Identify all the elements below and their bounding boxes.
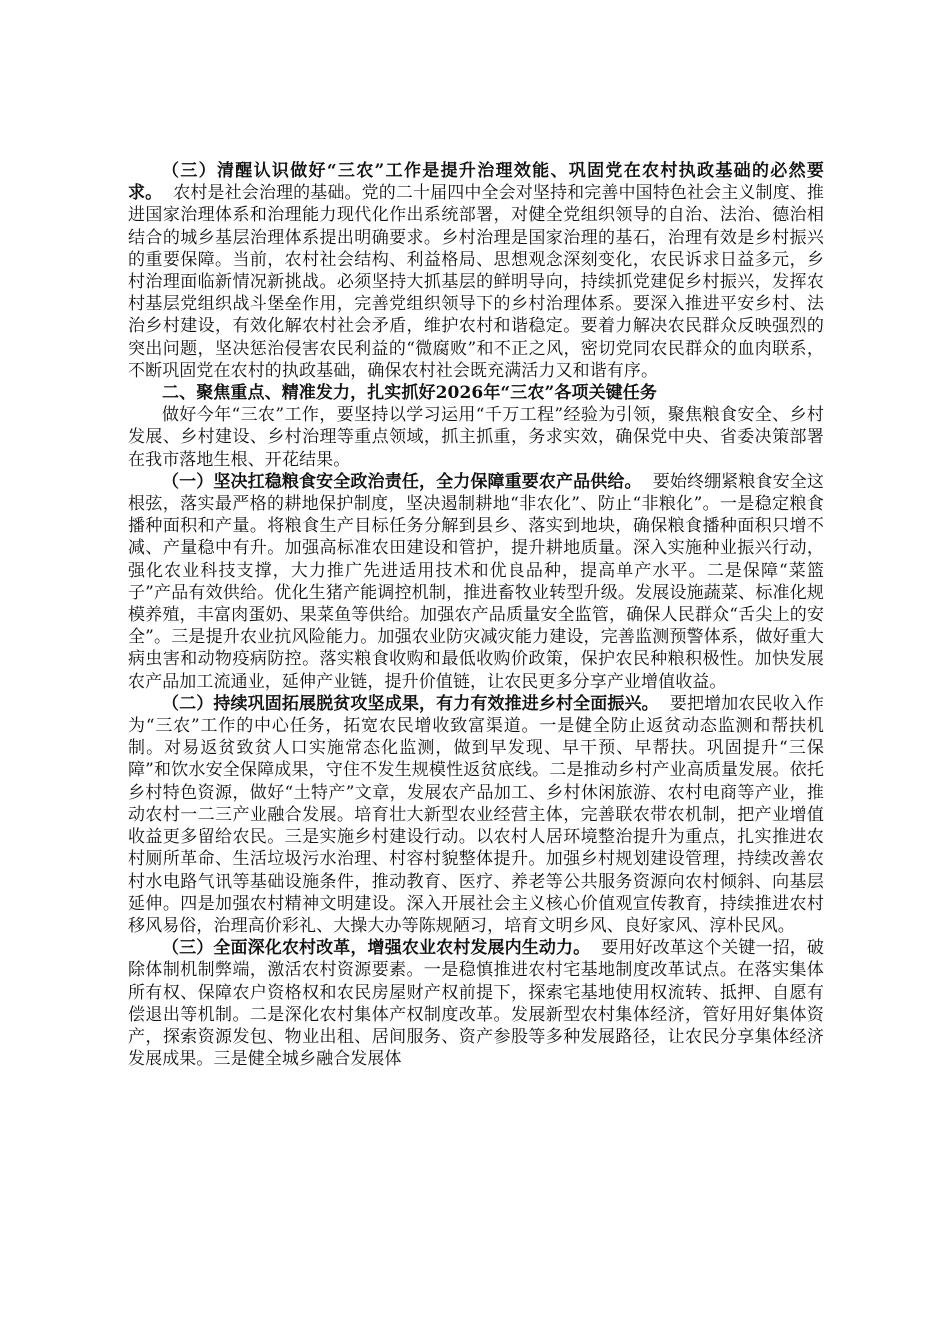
paragraph-text: 要把增加农民收入作为“三农”工作的中心任务，拓宽农民增收致富渠道。一是健全防止返贫动态监测和帮扶机制。对易返贫致贫人口实施常态化监测，做到早发现、早干预、早帮扶。巩固提升“三保障”和饮水安全保障成果，守住不发生规模性返贫底线。二是推动乡村产业高质量发展。依托乡村特色资源，做好“土特产”文章，发展农产品加工、乡村休闲旅游、农村电商等产业，推动农村一二三产业融合发展。培育壮大新型农业经营主体，完善联农带农机制，把产业增值收益更多留给农民。三是实施乡村建设行动。以农村人居环境整治提升为重点，扎实推进农村厕所革命、生活垃圾污水治理、村容村貌整体提升。加强乡村规划建设管理，持续改善农村水电路气讯等基础设施条件，推动教育、医疗、养老等公共服务资源向农村倾斜、向基层延伸。四是加强农村精神文明建设。深入开展社会主义核心价值观宣传教育，持续推进农村移风易俗，治理高价彩礼、大操大办等陈规陋习，培育文明乡风、良好家风、淳朴民风。 [128, 693, 824, 936]
paragraph-text: 做好今年“三农”工作，要坚持以学习运用“千万工程”经验为引领，聚焦粮食安全、乡村发展、乡村建设、乡村治理等重点领域，抓主抓重，务求实效，确保党中央、省委决策部署在我市落地生根、开花结果。 [128, 405, 824, 470]
paragraph-reform [128, 937, 824, 1070]
paragraph-governance [128, 160, 824, 382]
paragraph-food-security [128, 471, 824, 693]
paragraph-heading: （二）持续巩固拓展脱贫攻坚成果，有力有效推进乡村全面振兴。 [162, 693, 659, 714]
paragraph-heading: （一）坚决扛稳粮食安全政治责任，全力保障重要农产品供给。 [162, 471, 642, 492]
paragraph-spacer [162, 183, 173, 203]
paragraph-intro [128, 404, 824, 471]
paragraph-spacer [659, 694, 670, 714]
paragraph-spacer [590, 938, 601, 958]
paragraph-heading: （三）清醒认识做好“三农”工作是提升治理效能、巩固党在农村执政基础的必然要求。 [128, 161, 824, 204]
paragraph-spacer [642, 472, 653, 492]
paragraph-poverty [128, 693, 824, 937]
paragraph-heading: （三）全面深化农村改革，增强农业农村发展内生动力。 [162, 938, 591, 959]
paragraph-text: 农村是社会治理的基础。党的二十届四中全会对坚持和完善中国特色社会主义制度、推进国家治理体系和治理能力现代化作出系统部署，对健全党组织领导的自治、法治、德治相结合的城乡基层治理体系提出明确要求。乡村治理是国家治理的基石，治理有效是乡村振兴的重要保障。当前，农村社会结构、利益格局、思想观念深刻变化，农民诉求日益多元，乡村治理面临新情况新挑战。必须坚持大抓基层的鲜明导向，持续抓党建促乡村振兴，发挥农村基层党组织战斗堡垒作用，完善党组织领导下的乡村治理体系。要深入推进平安乡村、法治乡村建设，有效化解农村社会矛盾，维护农村和谐稳定。要着力解决农民群众反映强烈的突出问题，坚决惩治侵害农民利益的“微腐败”和不正之风，密切党同农民群众的血肉联系，不断巩固党在农村的执政基础，确保农村社会既充满活力又和谐有序。 [128, 183, 824, 381]
section-heading-two: 二、聚焦重点、精准发力，扎实抓好2026年“三农”各项关键任务 [162, 383, 657, 404]
paragraph-text: 要用好改革这个关键一招，破除体制机制弊端，激活农村资源要素。一是稳慎推进农村宅基地制度改革试点。在落实集体所有权、保障农户资格权和农民房屋财产权前提下，探索宅基地使用权流转、抵押、自愿有偿退出等机制。二是深化农村集体产权制度改革。发展新型农村集体经济，管好用好集体资产，探索资源发包、物业出租、居间服务、资产参股等多种发展路径，让农民分享集体经济发展成果。三是健全城乡融合发展体 [128, 938, 824, 1070]
document-page [128, 160, 824, 1070]
paragraph-text: 要始终绷紧粮食安全这根弦，落实最严格的耕地保护制度，坚决遏制耕地“非农化”、防止“非粮化”。一是稳定粮食播种面积和产量。将粮食生产目标任务分解到县乡、落实到地块，确保粮食播种面积只增不减、产量稳中有升。加强高标准农田建设和管护，提升耕地质量。深入实施种业振兴行动，强化农业科技支撑，大力推广先进适用技术和优良品种，提高单产水平。二是保障“菜篮子”产品有效供给。优化生猪产能调控机制，推进畜牧业转型升级。发展设施蔬菜、标准化规模养殖，丰富肉蛋奶、果菜鱼等供给。加强农产品质量安全监管，确保人民群众“舌尖上的安全”。三是提升农业抗风险能力。加强农业防灾减灾能力建设，完善监测预警体系，做好重大病虫害和动物疫病防控。落实粮食收购和最低收购价政策，保护农民种粮积极性。加快发展农产品加工流通业，延伸产业链，提升价值链，让农民更多分享产业增值收益。 [128, 471, 824, 692]
